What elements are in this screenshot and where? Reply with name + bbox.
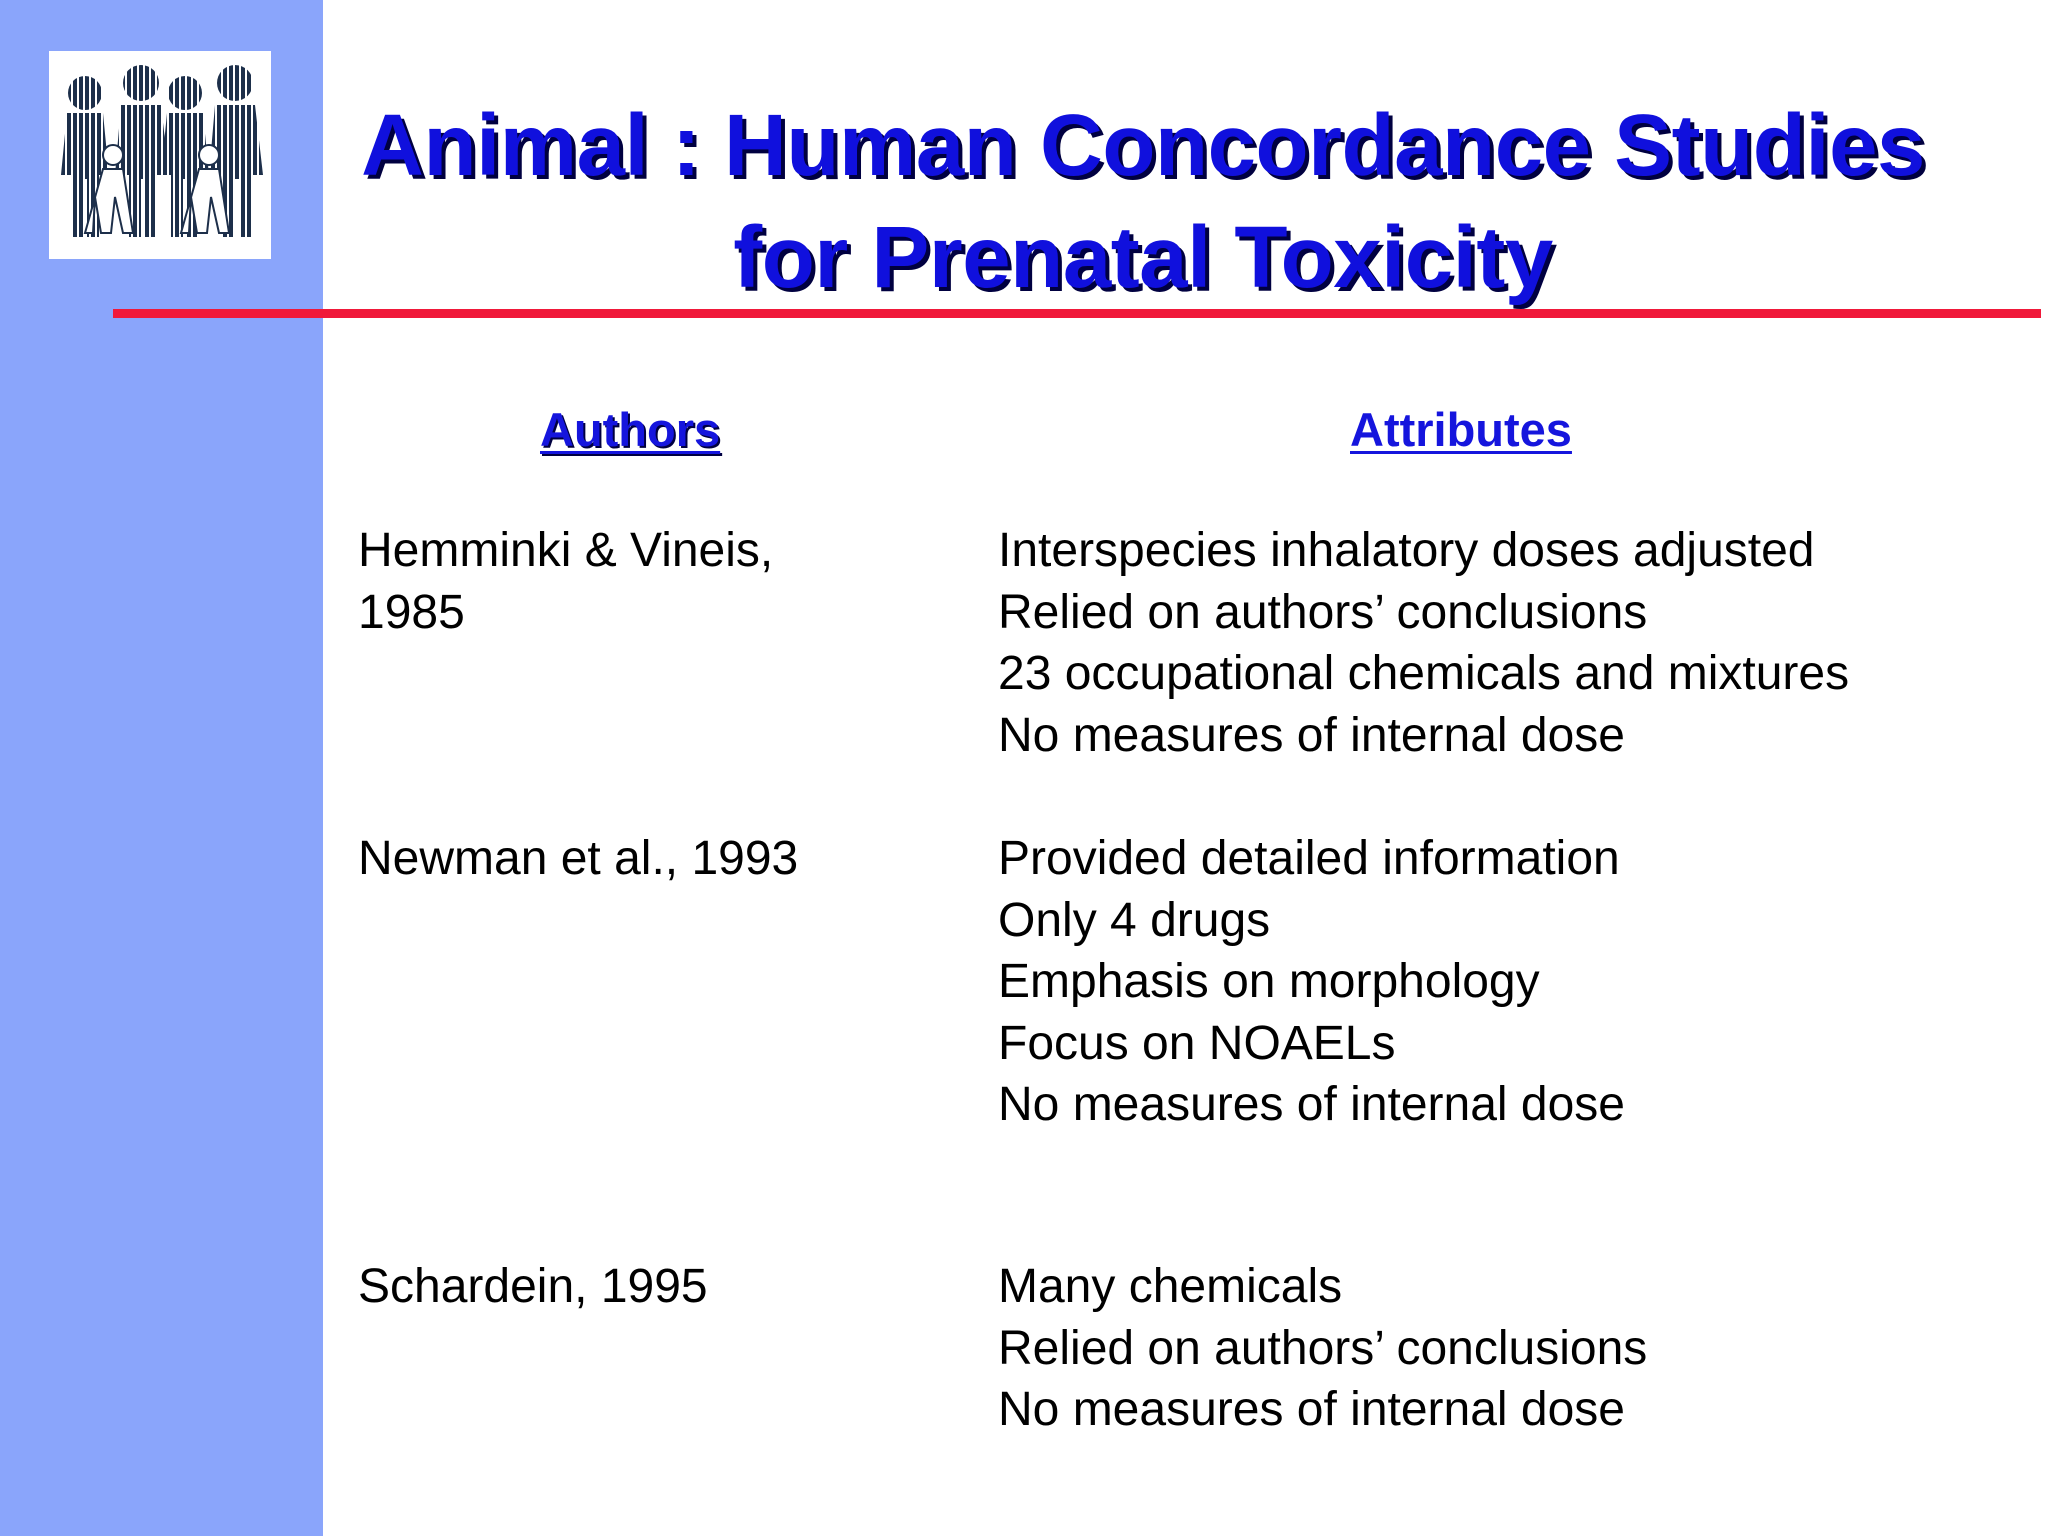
slide-title xyxy=(323,90,1963,314)
attribute-line: Provided detailed information xyxy=(998,832,1620,885)
attribute-line: Relied on authors’ conclusions xyxy=(998,585,1648,639)
title-divider xyxy=(113,309,2041,318)
author-line: Newman et al., 1993 xyxy=(358,832,799,885)
attribute-line: No measures of internal dose xyxy=(998,1078,1625,1131)
author-line: 1985 xyxy=(358,585,465,639)
attributes-column-header: Attributes xyxy=(1350,403,1572,456)
attribute-line: No measures of internal dose xyxy=(998,1383,1625,1436)
attribute-line: Relied on authors’ conclusions xyxy=(998,1321,1648,1375)
attributes-cell xyxy=(998,828,2038,1136)
attribute-line: Only 4 drugs xyxy=(998,893,1271,947)
author-cell xyxy=(358,828,918,890)
attributes-cell xyxy=(998,520,2038,766)
family-icon xyxy=(49,51,271,259)
author-cell xyxy=(358,520,918,643)
attributes-cell xyxy=(998,1256,2038,1441)
attribute-line: No measures of internal dose xyxy=(998,708,1625,762)
attribute-line: Interspecies inhalatory doses adjusted xyxy=(998,524,1815,577)
attribute-line: Focus on NOAELs xyxy=(998,1016,1396,1070)
author-cell xyxy=(358,1256,918,1318)
slide-title-line-2: for Prenatal Toxicity xyxy=(733,209,1553,306)
attribute-line: Many chemicals xyxy=(998,1260,1343,1313)
author-line: Schardein, 1995 xyxy=(358,1260,708,1313)
author-line: Hemminki & Vineis, xyxy=(358,524,774,577)
attribute-line: Emphasis on morphology xyxy=(998,955,1540,1008)
attribute-line: 23 occupational chemicals and mixtures xyxy=(998,647,1850,700)
authors-column-header: Authors xyxy=(540,403,721,456)
family-logo xyxy=(49,51,271,259)
slide-title-line-1: Animal : Human Concordance Studies xyxy=(361,97,1925,194)
